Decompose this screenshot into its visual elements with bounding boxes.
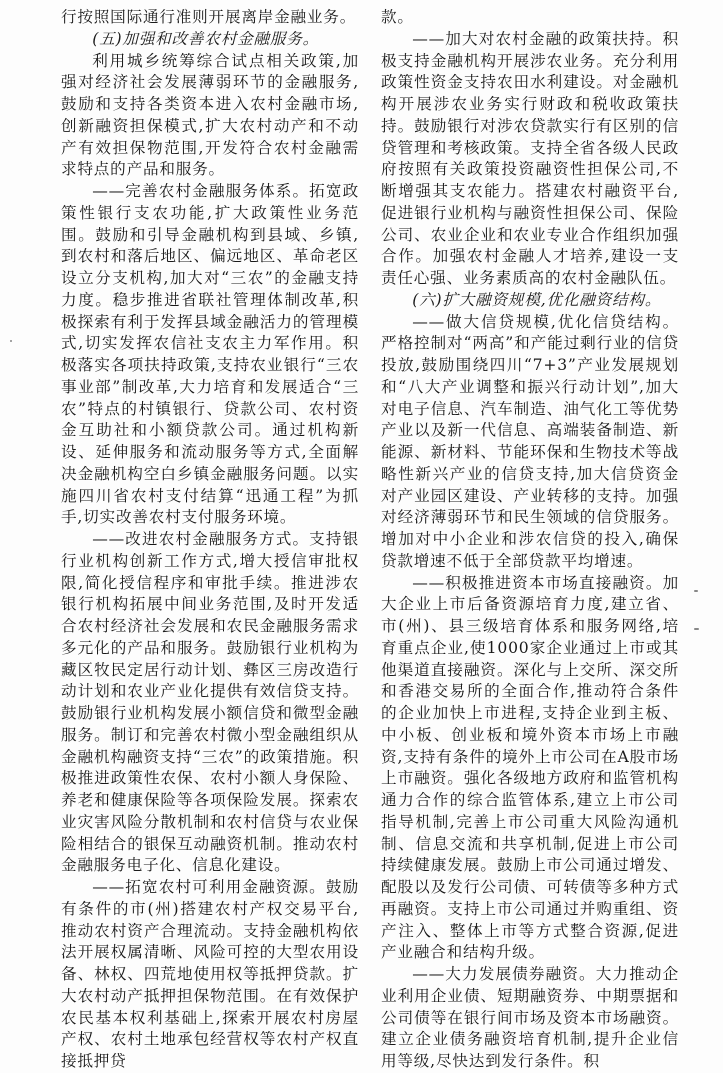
left-column bbox=[61, 7, 359, 1073]
section-heading: (六)扩大融资规模,优化融资结构。 bbox=[412, 290, 662, 309]
paragraph: ——改进农村金融服务方式。支持银行业机构创新工作方式,增大授信审批权限,简化授信程序和审批手续。推进涉农银行机构拓展中间业务范围,及时开发适合农村经济社会发展和农民金融服务需求多元化的产品和服务。鼓励银行业机构为藏区牧民定居行动计划、彝区三房改造行动计划和农业产业化提供有效信贷支持。鼓励银行业机构发展小额信贷和微型金融服务。制订和完善农村微小型金融组织从金融机构融资支持“三农”的政策措施。积极推进政策性农保、农村小额人身保险、养老和健康保险等各项保险发展。探索农业灾害风险分散机制和农村信贷与农业保险相结合的银保互动融资机制。推动农村金融服务电子化、信息化建设。 bbox=[61, 530, 359, 875]
paragraph: ——大力发展债券融资。大力推动企业利用企业债、短期融资券、中期票据和公司债等在银行间市场及资本市场融资。建立企业债务融资培育机制,提升企业信用等级,尽快达到发行条件。积 bbox=[381, 965, 679, 1070]
paragraph: ——完善农村金融服务体系。拓宽政策性银行支农功能,扩大政策性业务范围。鼓励和引导金融机构到县域、乡镇,到农村和落后地区、偏远地区、革命老区设立分支机构,加大对“三农”的金融支持力度。稳步推进省联社管理体制改革,积极探索有利于发挥县域金融活力的管理模式,切实发挥农信社支农主力军作用。积极落实各项扶持政策,支持农业银行“三农事业部”制改革,大力培育和发展适合“三农”特点的村镇银行、贷款公司、农村资金互助社和小额贷款公司。通过机构新设、延伸服务和流动服务等方式,全面解决金融机构空白乡镇金融服务问题。以实施四川省农村支付结算“迅通工程”为抓手,切实改善农村支付服务环境。 bbox=[61, 182, 359, 527]
scan-speck bbox=[10, 340, 12, 342]
paragraph: ——拓宽农村可利用金融资源。鼓励有条件的市(州)搭建农村产权交易平台,推动农村资产合理流动。支持金融机构依法开展权属清晰、风险可控的大型农用设备、林权、四荒地使用权等抵押贷款。扩大农村动产抵押担保物范围。在有效保护农民基本权利基础上,探索开展农村房屋产权、农村土地承包经营权等农村产权直接抵押贷 bbox=[61, 878, 359, 1070]
section-heading: (五)加强和改善农村金融服务。 bbox=[92, 29, 320, 48]
paragraph: ——加大对农村金融的政策扶持。积极支持金融机构开展涉农业务。充分利用政策性资金支持农田水利建设。对金融机构开展涉农业务实行财政和税收政策扶持。鼓励银行对涉农贷款实行有区别的信贷管理和考核政策。支持全省各级人民政府按照有关政策投资融资性担保公司,不断增强其支农能力。搭建农村融资平台,促进银行业机构与融资性担保公司、保险公司、农业企业和农业专业合作组织加强合作。加强农村金融人才培养,建设一支责任心强、业务素质高的农村金融队伍。 bbox=[381, 29, 679, 287]
scan-speck bbox=[694, 628, 699, 630]
paragraph: ——做大信贷规模,优化信贷结构。严格控制对“两高”和产能过剩行业的信贷投放,鼓励围绕四川“7+3”产业发展规划和“八大产业调整和振兴行动计划”,加大对电子信息、汽车制造、油气化工等优势产业以及新一代信息、高端装备制造、新能源、新材料、节能环保和生物技术等战略性新兴产业的信贷支持,加大信贷资金对产业园区建设、产业转移的支持。加强对经济薄弱环节和民生领域的信贷服务。增加对中小企业和涉农信贷的投入,确保贷款增速不低于全部贷款平均增速。 bbox=[381, 312, 679, 570]
right-column bbox=[381, 7, 679, 1073]
paragraph: 利用城乡统筹综合试点相关政策,加强对经济社会发展薄弱环节的金融服务,鼓励和支持各类资本进入农村金融市场,创新融资担保模式,扩大农村动产和不动产有效担保物范围,开发符合农村金融需求特点的产品和服务。 bbox=[61, 51, 359, 179]
paragraph: 行按照国际通行准则开展离岸金融业务。 bbox=[61, 8, 357, 26]
paragraph: 款。 bbox=[381, 8, 414, 26]
paragraph: ——积极推进资本市场直接融资。加大企业上市后备资源培育力度,建立省、市(州)、县三级培育体系和服务网络,培育重点企业,使1000家企业通过上市或其他渠道直接融资。深化与上交所、深交所和香港交易所的全面合作,推动符合条件的企业加快上市进程,支持企业到主板、中小板、创业板和境外资本市场上市融资,支持有条件的境外上市公司在A股市场上市融资。强化各级地方政府和监管机构通力合作的综合监管体系,建立上市公司指导机制,完善上市公司重大风险沟通机制、信息交流和共享机制,促进上市公司持续健康发展。鼓励上市公司通过增发、配股以及发行公司债、可转债等多种方式再融资。支持上市公司通过并购重组、资产注入、整体上市等方式整合资源,促进产业融合和结构升级。 bbox=[381, 573, 679, 962]
scan-speck bbox=[694, 590, 698, 592]
